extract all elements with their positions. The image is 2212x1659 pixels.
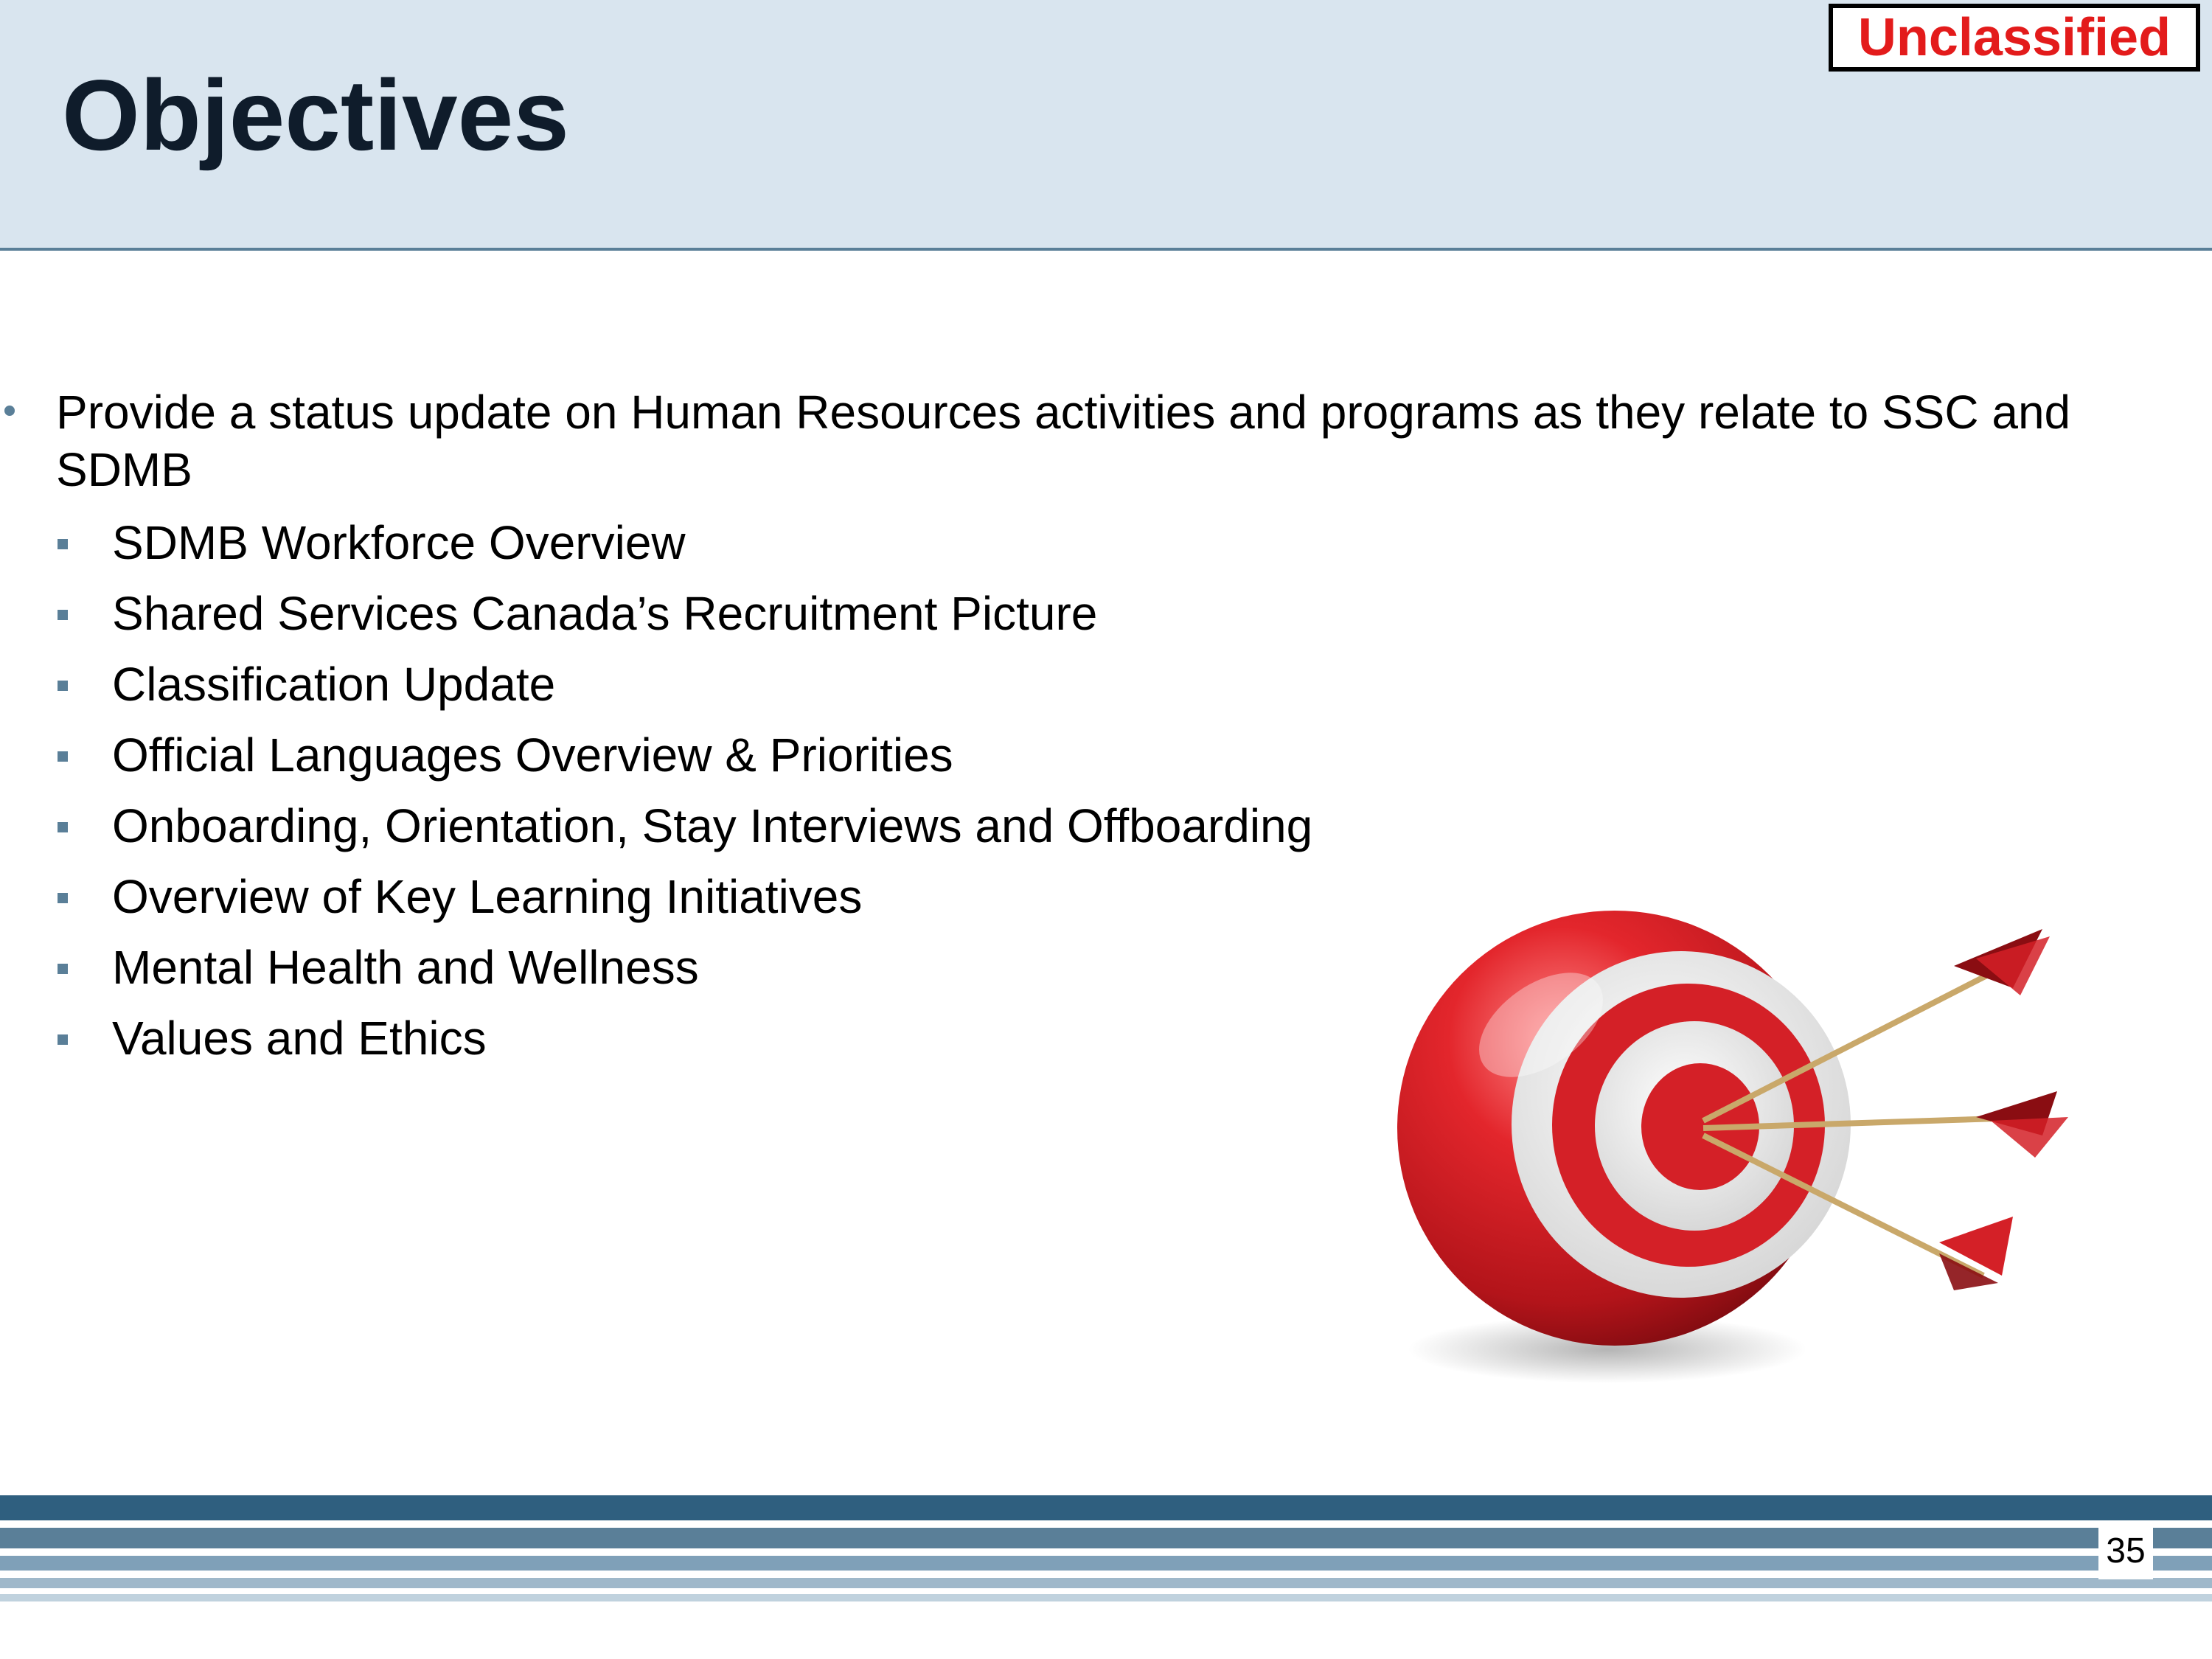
slide-title: Objectives <box>62 59 569 171</box>
square-bullet-icon <box>58 681 68 691</box>
main-bullet <box>0 383 2091 498</box>
footer-stripe <box>0 1594 2212 1601</box>
classification-label: Unclassified <box>1829 4 2200 72</box>
square-bullet-icon <box>58 610 68 620</box>
target-with-arrows-icon <box>1394 907 2087 1394</box>
footer-stripe <box>0 1556 2212 1571</box>
square-bullet-icon <box>58 539 68 549</box>
footer-stripe <box>0 1495 2212 1520</box>
list-item <box>0 649 2138 720</box>
square-bullet-icon <box>58 751 68 762</box>
main-bullet-text: Provide a status update on Human Resources activities and programs as they relate to SSC and SDMB <box>56 386 2071 496</box>
list-item-text: SDMB Workforce Overview <box>112 516 686 569</box>
footer-stripe <box>0 1578 2212 1588</box>
footer-stripe <box>0 1528 2212 1548</box>
list-item-text: Classification Update <box>112 658 556 711</box>
list-item-text: Onboarding, Orientation, Stay Interviews and Offboarding <box>112 799 1313 852</box>
list-item-text: Mental Health and Wellness <box>112 941 699 994</box>
square-bullet-icon <box>58 1034 68 1045</box>
list-item <box>0 720 2138 790</box>
square-bullet-icon <box>58 893 68 903</box>
square-bullet-icon <box>58 964 68 974</box>
page-number: 35 <box>2098 1523 2153 1579</box>
list-item-text: Values and Ethics <box>112 1012 487 1065</box>
list-item <box>0 507 2138 578</box>
list-item <box>0 790 2138 861</box>
slide-header <box>0 0 2212 251</box>
arrow-fletch <box>1991 1117 2068 1158</box>
list-item-text: Overview of Key Learning Initiatives <box>112 870 863 923</box>
square-bullet-icon <box>58 822 68 832</box>
list-item <box>0 578 2138 649</box>
list-item-text: Official Languages Overview & Priorities <box>112 728 953 782</box>
list-item-text: Shared Services Canada’s Recruitment Picture <box>112 587 1098 640</box>
bullet-dot-icon <box>4 406 15 416</box>
